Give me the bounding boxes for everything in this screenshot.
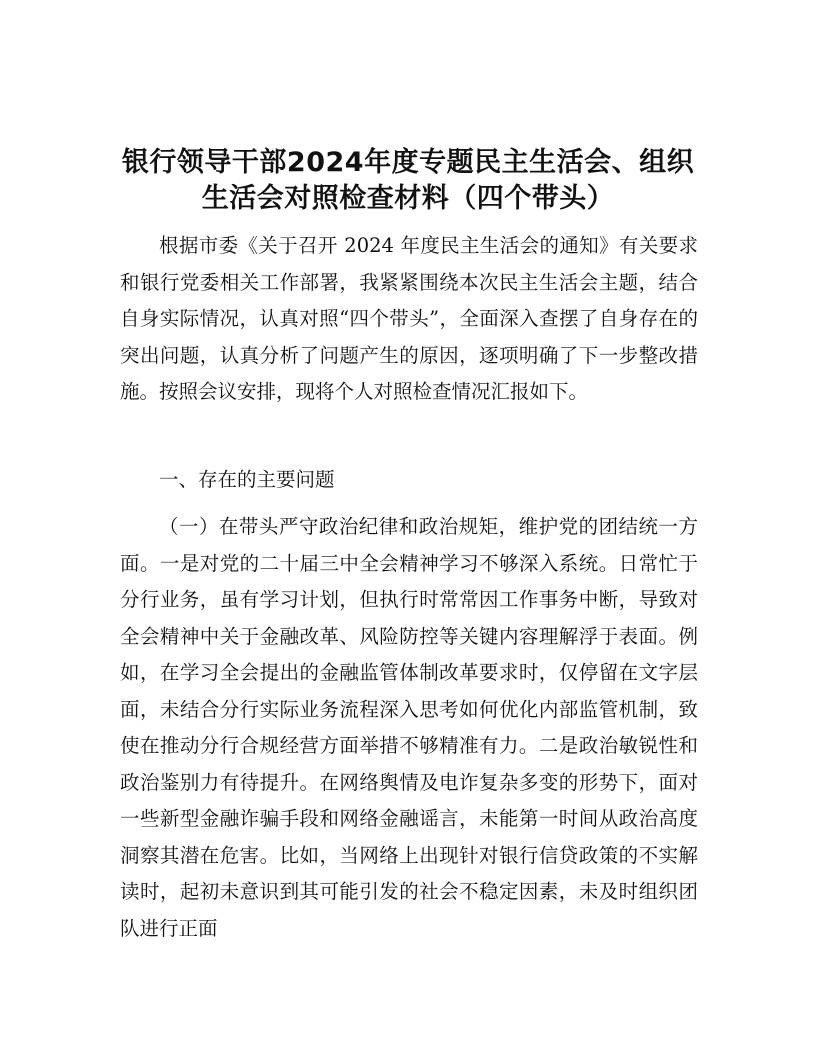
document-title-line-1: 银行领导干部2024年度专题民主生活会、组织 <box>121 147 695 178</box>
intro-paragraph: 根据市委《关于召开 2024 年度民主生活会的通知》有关要求和银行党委相关工作部署，我紧紧围绕本次民主生活会主题，结合自身实际情况，认真对照“四个带头”，全面深入查摆了自身存在的突出问题，认真分析了问题产生的原因，逐项明确了下一步整改措施。按照会议安排，现将个人对照检查情况汇报如下。 <box>120 234 698 403</box>
document-title-line-2: 生活会对照检查材料（四个带头） <box>201 183 615 214</box>
section-paragraph: （一）在带头严守政治纪律和政治规矩，维护党的团结统一方面。一是对党的二十届三中全会精神学习不够深入系统。日常忙于分行业务，虽有学习计划，但执行时常常因工作事务中断，导致对全会精神中关于金融改革、风险防控等关键内容理解浮于表面。例如，在学习全会提出的金融监管体制改革要求时，仅停留在文字层面，未结合分行实际业务流程深入思考如何优化内部监管机制，致使在推动分行合规经营方面举措不够精准有力。二是政治敏锐性和政治鉴别力有待提升。在网络舆情及电诈复杂多变的形势下，面对一些新型金融诈骗手段和网络金融谣言，未能第一时间从政治高度洞察其潜在危害。比如，当网络上出现针对银行信贷政策的不实解读时，起初未意识到其可能引发的社会不稳定因素，未及时组织团队进行正面 <box>120 515 698 940</box>
section-heading: 一、存在的主要问题 <box>159 468 335 491</box>
